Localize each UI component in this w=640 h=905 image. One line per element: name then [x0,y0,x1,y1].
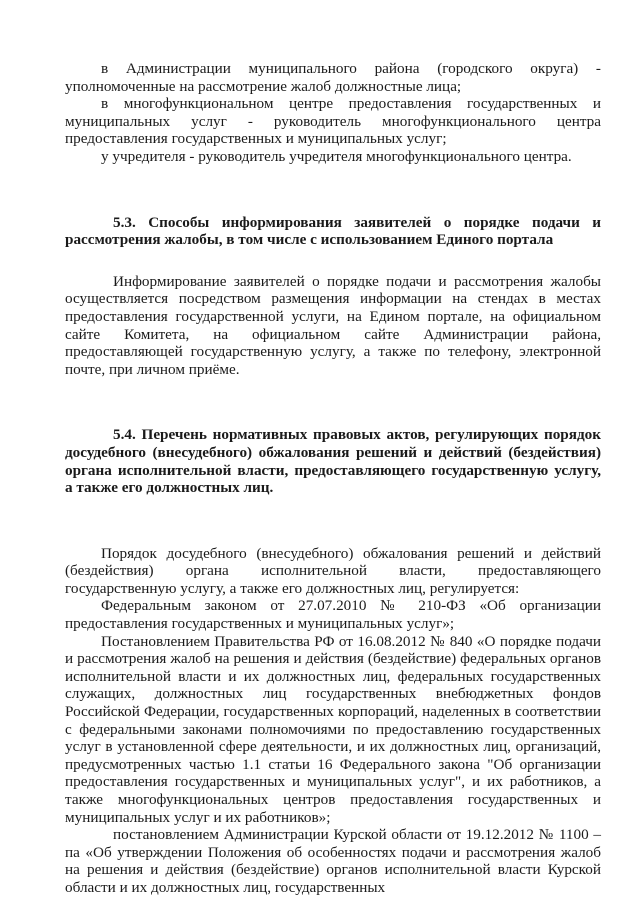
paragraph-kursk-decree-1100: постановлением Администрации Курской области от 19.12.2012 № 1100 – па «Об утверждении Положения об особенностях подачи и рассмотрения жалоб на решения и действия (бездействие) органов исполнительной власти Курской области и их должностных лиц, государственных [65,826,601,896]
document-page [65,60,601,897]
section-5-3-heading: 5.3. Способы информирования заявителей о порядке подачи и рассмотрения жалобы, в том числе с использованием Единого портала [65,213,601,249]
paragraph-government-decree-840: Постановлением Правительства РФ от 16.08.2012 № 840 «О порядке подачи и рассмотрения жалоб на решения и действия (бездействие) федеральных органов исполнительной власти и их должностных лиц, федеральных государственных служащих, должностных лиц государственных внебюджетных фондов Российской Федерации, государственных корпораций, наделенных в соответствии с федеральными законами полномочиями по предоставлению государственных услуг в установленной сфере деятельности, и их должностных лиц, организаций, предусмотренных частью 1.1 статьи 16 Федерального закона "Об организации предоставления государственных и муниципальных услуг", и их работников, а также многофункциональных центров предоставления государственных и муниципальных услуг и их работников»; [65,632,601,826]
section-5-4-heading: 5.4. Перечень нормативных правовых актов, регулирующих порядок досудебного (внесудебного) обжалования решений и действий (бездействия) органа исполнительной власти, предоставляющего государственную услугу, а также его должностных лиц. [65,426,601,497]
paragraph-federal-law-210: Федеральным законом от 27.07.2010 № 210-ФЗ «Об организации предоставления государственных и муниципальных услуг»; [65,597,601,633]
paragraph-founder-head: у учредителя - руководитель учредителя многофункционального центра. [101,147,572,165]
paragraph-mfc-head: в многофункциональном центре предоставления государственных и муниципальных услуг - руководитель многофункционального центра предоставления государственных и муниципальных услуг; [65,95,601,148]
paragraph-administration-officials: в Администрации муниципального района (городского округа) - уполномоченные на рассмотрение жалоб должностные лица; [65,60,601,95]
paragraph-appeal-procedure: Порядок досудебного (внесудебного) обжалования решений и действий (бездействия) органа исполнительной власти, предоставляющего государственную услугу, а также его должностных лиц, регулируется: [65,544,601,597]
section-5-3-body: Информирование заявителей о порядке подачи и рассмотрения жалобы осуществляется посредством размещения информации на стендах в местах предоставления государственной услуги, на Едином портале, на официальном сайте Комитета, на официальном сайте Администрации района, предоставляющей государственную услугу, а также по телефону, электронной почте, при личном приёме. [65,272,601,378]
